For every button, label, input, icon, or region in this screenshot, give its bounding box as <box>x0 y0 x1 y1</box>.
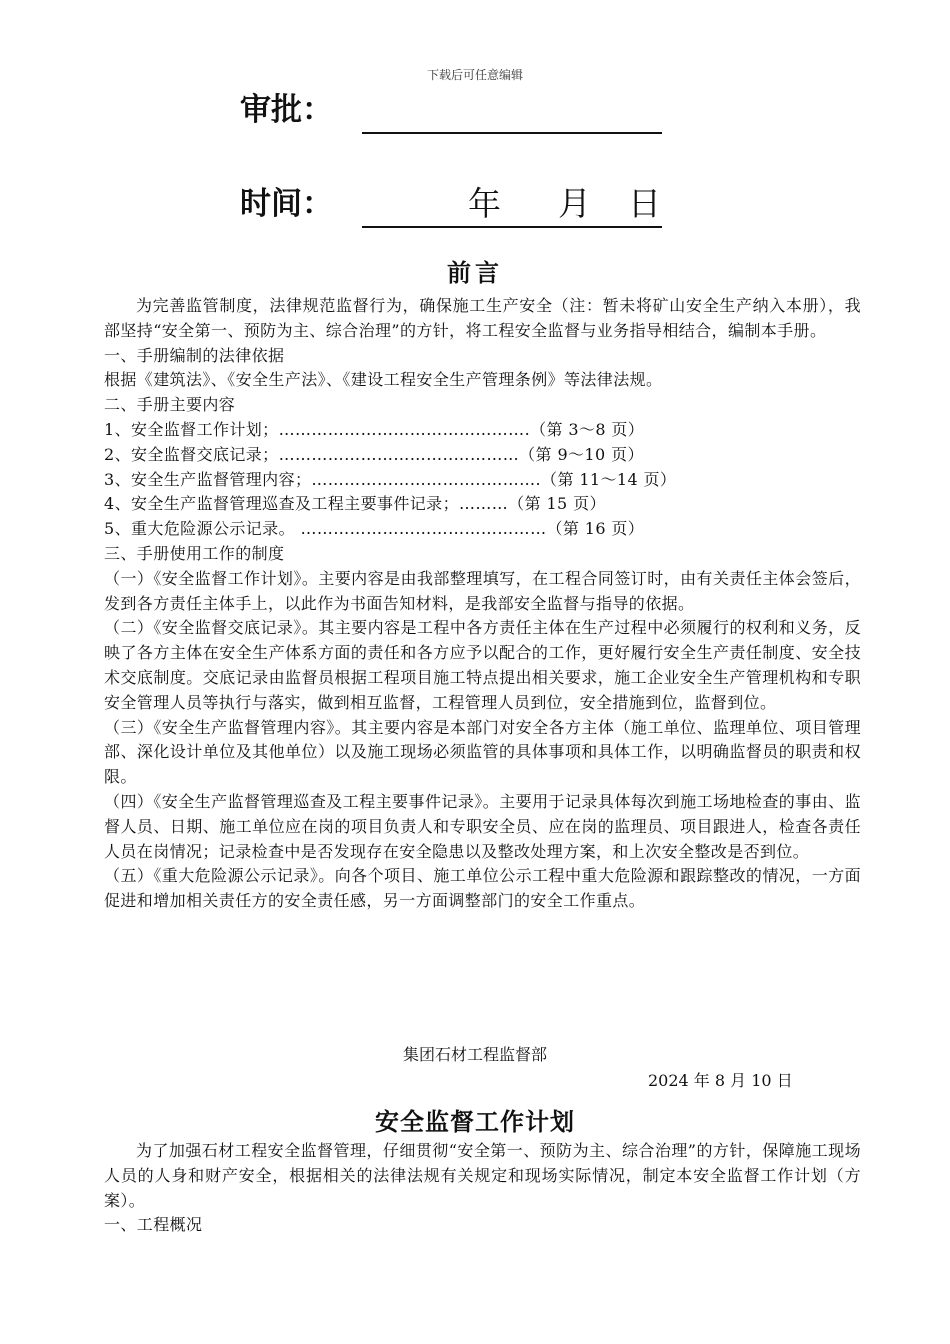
month-char: 月 <box>558 184 591 223</box>
rule-paragraph: （三）《安全生产监督管理内容》。其主要内容是本部门对安全各方主体（施工单位、监理单位、项目管理部、深化设计单位及其他单位）以及施工现场必须监管的具体事项和具体工作，以明确监督员的职责和权限。 <box>104 717 861 787</box>
plan-body <box>104 1139 861 1238</box>
preface-title: 前言 <box>447 259 503 287</box>
toc-item: 1、安全监督工作计划；……………………………………….（第 3～8 页） <box>104 419 645 439</box>
toc-item: 3、安全生产监督管理内容；…………………………..……….（第 11～14 页） <box>104 469 677 489</box>
day-char: 日 <box>628 184 661 223</box>
heading-main-content: 二、手册主要内容 <box>104 395 236 415</box>
plan-intro: 为了加强石材工程安全监督管理，仔细贯彻“安全第一、预防为主、综合治理”的方针，保障施工现场人员的人身和财产安全，根据相关的法律法规有关规定和现场实际情况，制定本安全监督工作计划（方案）。 <box>104 1141 861 1210</box>
rule-paragraph: （一）《安全监督工作计划》。主要内容是由我部整理填写，在工程合同签订时，由有关责任主体会签后，发到各方责任主体手上，以此作为书面告知材料，是我部安全监督与指导的依据。 <box>104 568 861 613</box>
heading-project-overview: 一、工程概况 <box>104 1215 203 1235</box>
toc-item: 5、重大危险源公示记录。 ………………………………………（第 16 页） <box>104 519 645 539</box>
year-char: 年 <box>468 184 501 223</box>
heading-usage-rules: 三、手册使用工作的制度 <box>104 543 285 563</box>
signature-date: 2024 年 8 月 10 日 <box>648 1071 793 1090</box>
preface-body <box>104 294 861 914</box>
header-note: 下载后可任意编辑 <box>426 68 523 82</box>
approval-label: 审批： <box>240 92 333 128</box>
toc-item: 4、安全生产监督管理巡查及工程主要事件记录；………（第 15 页） <box>104 494 606 514</box>
plan-title: 安全监督工作计划 <box>375 1108 575 1136</box>
organization-signature: 集团石材工程监督部 <box>402 1045 547 1064</box>
heading-legal-basis: 一、手册编制的法律依据 <box>104 345 285 365</box>
approval-signature-line <box>362 90 662 134</box>
rule-paragraph: （四）《安全生产监督管理巡查及工程主要事件记录》。主要用于记录具体每次到施工场地检查的事由、监督人员、日期、施工单位应在岗的项目负责人和专职安全员、应在岗的监理员、项目跟进人，检查各责任人员在岗情况；记录检查中是否发现存在安全隐患以及整改处理方案，和上次安全整改是否到位。 <box>104 791 861 861</box>
preface-intro: 为完善监管制度，法律规范监督行为，确保施工生产安全（注：暂未将矿山安全生产纳入本册），我部坚持“安全第一、预防为主、综合治理”的方针，将工程安全监督与业务指导相结合，编制本手册。 <box>104 296 861 340</box>
legal-basis-text: 根据《建筑法》、《安全生产法》、《建设工程安全生产管理条例》等法律法规。 <box>104 370 663 390</box>
toc-item: 2、安全监督交底记录；…………………………..…………（第 9～10 页） <box>104 444 644 464</box>
time-underline <box>362 184 662 228</box>
rule-paragraph: （五）《重大危险源公示记录》。向各个项目、施工单位公示工程中重大危险源和跟踪整改的情况，一方面促进和增加相关责任方的安全责任感，另一方面调整部门的安全工作重点。 <box>104 866 861 911</box>
rule-paragraph: （二）《安全监督交底记录》。其主要内容是工程中各方责任主体在生产过程中必须履行的权利和义务，反映了各方主体在安全生产体系方面的责任和各方应予以配合的工作，更好履行安全生产责任制度、安全技术交底制度。交底记录由监督员根据工程项目施工特点提出相关要求，施工企业安全生产管理机构和专职安全管理人员等执行与落实，做到相互监督，工程管理人员到位，安全措施到位，监督到位。 <box>104 618 861 712</box>
time-label: 时间： <box>240 186 333 222</box>
